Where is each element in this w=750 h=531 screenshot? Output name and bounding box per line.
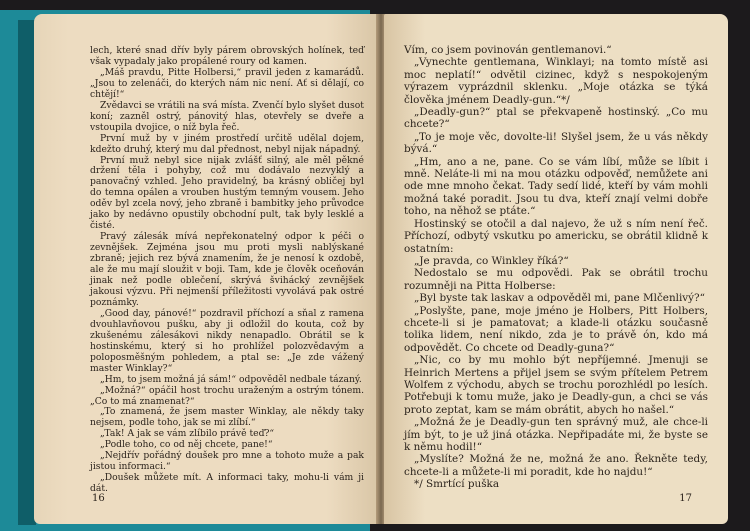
paragraph: „Vynechte gentlemana, Winklayi; na tomto místě asi moc neplatí!“ odvětil cizinec, když s nespokojeným výrazem vyprázdnil sklenku. „Moje otázka se týká člověka jménem Deadly-gun.“*/ [404, 56, 708, 106]
paragraph: Vím, co jsem povinován gentlemanovi.“ [404, 44, 612, 56]
paragraph: „Hm, to jsem možná já sám!“ odpověděl nedbale tázaný. [100, 373, 362, 385]
right-page [384, 14, 728, 524]
left-page-text [90, 46, 364, 495]
paragraph: „To je moje věc, dovolte-li! Slyšel jsem, že u vás někdy bývá.“ [404, 130, 708, 156]
paragraph: Nedostalo se mu odpovědi. Pak se obrátil trochu rozumněji na Pitta Holberse: [404, 267, 708, 292]
paragraph: „Poslyšte, pane, moje jméno je Holbers, Pitt Holbers, chcete-li si je pamatovat; a klade-li otázku současně tolika lidem, není nikdo, zda je to právě ón, kdo má odpovědět. Co chcete od Deadly-guna?“ [404, 304, 708, 354]
paragraph: „Je pravda, co Winkley říká?“ [414, 254, 569, 267]
paragraph: „Deadly-gun?“ ptal se překvapeně hostinský. „Co mu chcete?“ [404, 106, 708, 131]
paragraph: „Nic, co by mu mohlo být nepříjemné. Jmenuji se Heinrich Mertens a přijel jsem se svým přítelem Petrem Wolfem z východu, abych se trochu porozhlédl po lesích. Potřebuji k tomu muže, jako je Deadly-gun, a chci se vás proto zeptat, kam se mám obrátit, abych ho našel.“ [404, 354, 708, 416]
paragraph: „Doušek můžete mít. A informaci taky, mohu-li vám ji dát. [90, 472, 364, 495]
paragraph: První muž nebyl sice nijak zvlášť silný, ale měl pěkné držení těla i pohyby, což mu dodávalo nezvyklý a panovačný vzhled. Jeho pravidelný, ba krásný obličej byl do temna opálen a vrouben hustým temným vousem. Jeho oděv byl zcela nový, jeho zbraně i bambitky jeho průvodce jako by nedávno opustily obchodní pult, tak byly lesklé a čisté. [90, 154, 364, 232]
page-number-right: 17 [679, 493, 692, 504]
left-page [34, 14, 378, 524]
paragraph: „To znamená, že jsem master Winklay, ale někdy taky nejsem, podle toho, jak se mi zlíbí.“ [90, 406, 364, 429]
paragraph: „Hm, ano a ne, pane. Co se vám líbí, může se líbit i mně. Neláte-li mi na mou otázku odpověď, nemůžete ani ode mne mnoho čekat. Tady sedí lidé, kteří by vám mohli možná také poradit. Jsou tu dva, kteří znají velmi dobře toho, na něhož se ptáte.“ [404, 155, 708, 218]
right-page-text [404, 44, 708, 491]
page-number-left: 16 [92, 493, 105, 504]
paragraph: Pravý zálesák mívá nepřekonatelný odpor k péči o zevnějšek. Zejména jsou mu proti mysli nablýskané zbraně; jejich rez bývá znamením, že je nenosí k ozdobě, ale že mu mají sloužit v boji. Tam, kde je člověk oceňován jinak než podle oblečení, skrývá švihácký zevnějšek jakousi výzvu. Při nejmenší příležitosti vyvolává pak ostré poznámky. [90, 231, 364, 308]
paragraph: „Podle toho, co od něj chcete, pane!“ [100, 439, 273, 451]
paragraph: „Možná že je Deadly-gun ten správný muž, ale chce-li jím být, to je už jiná otázka. Nepřipadáte mi, že byste se k němu hodil!“ [404, 416, 708, 453]
paragraph: První muž by v jiném prostředí určitě udělal dojem, kdežto druhý, který mu dal přednost, nebyl nijak nápadný. [90, 132, 364, 155]
paragraph: „Nejdřív pořádný doušek pro mne a tohoto muže a pak jistou informaci.“ [90, 450, 364, 473]
paragraph: „Možná?“ opáčil host trochu uraženým a ostrým tónem. „Co to má znamenat?“ [90, 384, 364, 407]
paragraph: „Byl byste tak laskav a odpověděl mi, pane Mlčenlivý?“ [414, 292, 705, 305]
paragraph: „Tak! A jak se vám zlíbilo právě teď?“ [100, 428, 275, 440]
paragraph: Zvědavci se vrátili na svá místa. Zvenčí bylo slyšet dusot koní; zazněl ostrý, pánovitý hlas, otevřely se dveře a vstoupila dvojice, o níž byla řeč. [90, 99, 364, 133]
paragraph: „Myslíte? Možná že ne, možná že ano. Řekněte tedy, chcete-li a můžete-li mi poradit, kde ho najdu!“ [404, 453, 708, 478]
footnote: */ Smrtící puška [414, 478, 500, 491]
paragraph: „Good day, pánové!“ pozdravil příchozí a sňal z ramena dvouhlavňovou pušku, aby ji odložil do kouta, což by zkušenému zálesákovi nikdy nenapadlo. Obrátil se k hostinskému, který si ho prohlížel polozvědavým a poloposměšným pohledem, a ptal se: „Je zde vážený master Winklay?“ [90, 307, 364, 374]
paragraph: Hostinský se otočil a dal najevo, že už s ním není řeč. Příchozí, odbytý vskutku po americku, se obrátil klidně k ostatním: [404, 217, 708, 255]
paragraph: lech, které snad dřív byly párem obrovských holínek, teď však vypadaly jako propálené roury od kamen. [90, 45, 364, 67]
paragraph: „Máš pravdu, Pitte Holbersi,“ pravil jeden z kamarádů. „Jsou to zelenáči, do kterých nám nic není. Ať si dělají, co chtějí!“ [90, 66, 364, 100]
